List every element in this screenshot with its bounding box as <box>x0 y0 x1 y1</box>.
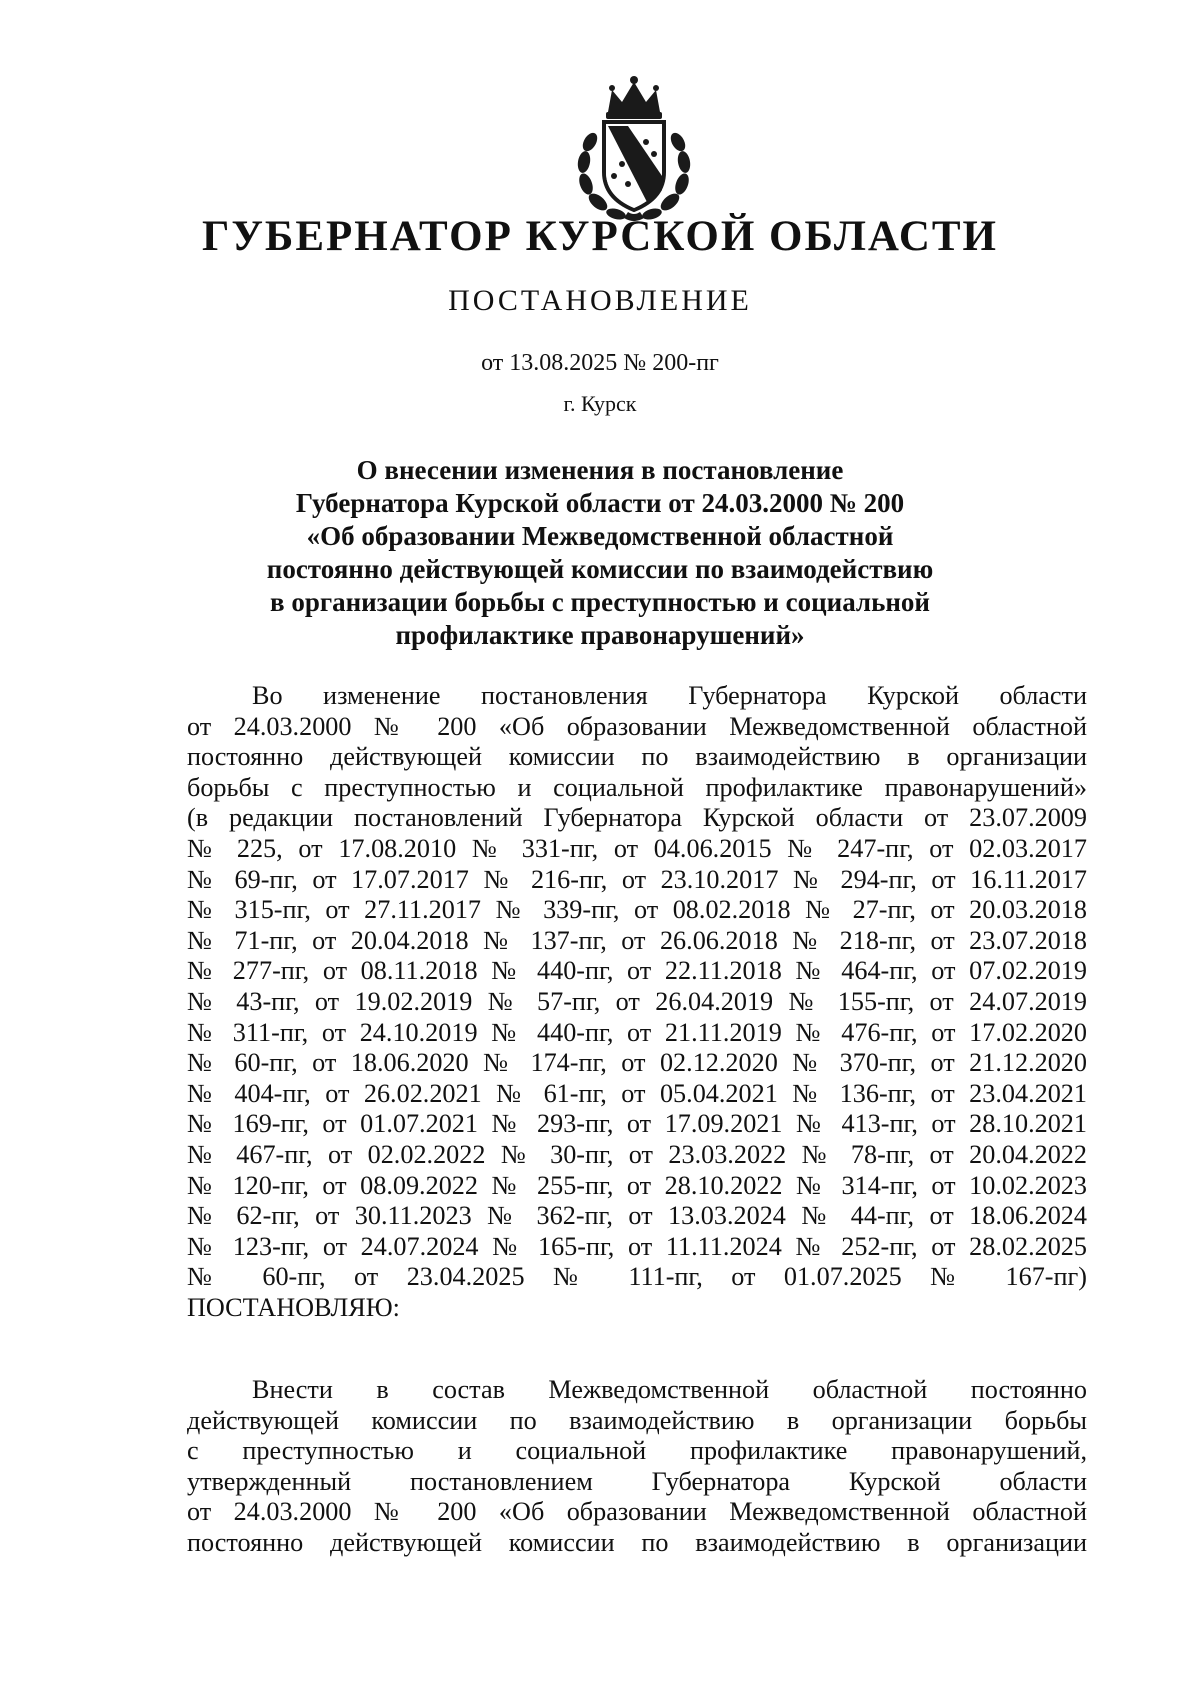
body-line: Во изменение постановления Губернатора Курской области <box>252 681 1087 710</box>
body-line: Внести в состав Межведомственной областной постоянно <box>252 1375 1087 1404</box>
coat-of-arms-icon <box>568 72 700 224</box>
body-line: действующей комиссии по взаимодействию в организации борьбы <box>187 1405 1087 1435</box>
organization-name: ГУБЕРНАТОР КУРСКОЙ ОБЛАСТИ <box>202 213 998 260</box>
title-line: в организации борьбы с преступностью и социальной <box>270 587 930 617</box>
body-line: от 24.03.2000 № 200 «Об образовании Межведомственной областной <box>187 711 1087 741</box>
body-line: ПОСТАНОВЛЯЮ: <box>187 1292 400 1322</box>
body-line: № 69-пг, от 17.07.2017 № 216-пг, от 23.10.2017 № 294-пг, от 16.11.2017 <box>187 864 1087 894</box>
body-line: утвержденный постановлением Губернатора Курской области <box>187 1466 1087 1496</box>
body-line: № 60-пг, от 23.04.2025 № 111-пг, от 01.07.2025 № 167-пг) <box>187 1262 1087 1292</box>
body-line: с преступностью и социальной профилактике правонарушений, <box>187 1436 1087 1466</box>
body-line: № 71-пг, от 20.04.2018 № 137-пг, от 26.06.2018 № 218-пг, от 23.07.2018 <box>187 925 1087 955</box>
title-line: О внесении изменения в постановление <box>356 455 844 485</box>
body-line: постоянно действующей комиссии по взаимодействию в организации <box>187 1527 1087 1557</box>
body-line: от 24.03.2000 № 200 «Об образовании Межведомственной областной <box>187 1497 1087 1527</box>
document-city: г. Курск <box>563 391 637 416</box>
title-line: постоянно действующей комиссии по взаимодействию <box>266 554 934 584</box>
title-line: Губернатора Курской области от 24.03.2000 № 200 <box>295 488 905 518</box>
body-line: № 169-пг, от 01.07.2021 № 293-пг, от 17.09.2021 № 413-пг, от 28.10.2021 <box>187 1109 1087 1139</box>
title-line: «Об образовании Межведомственной областной <box>306 521 894 551</box>
body-line: № 277-пг, от 08.11.2018 № 440-пг, от 22.11.2018 № 464-пг, от 07.02.2019 <box>187 956 1087 986</box>
body-line: № 311-пг, от 24.10.2019 № 440-пг, от 21.11.2019 № 476-пг, от 17.02.2020 <box>187 1017 1087 1047</box>
body-line: № 123-пг, от 24.07.2024 № 165-пг, от 11.11.2024 № 252-пг, от 28.02.2025 <box>187 1231 1087 1261</box>
body-line: № 43-пг, от 19.02.2019 № 57-пг, от 26.04.2019 № 155-пг, от 24.07.2019 <box>187 986 1087 1016</box>
title-line: профилактике правонарушений» <box>395 620 805 650</box>
body-line: № 62-пг, от 30.11.2023 № 362-пг, от 13.03.2024 № 44-пг, от 18.06.2024 <box>187 1201 1087 1231</box>
body-line: № 60-пг, от 18.06.2020 № 174-пг, от 02.12.2020 № 370-пг, от 21.12.2020 <box>187 1048 1087 1078</box>
body-line: № 315-пг, от 27.11.2017 № 339-пг, от 08.02.2018 № 27-пг, от 20.03.2018 <box>187 895 1087 925</box>
body-line: № 225, от 17.08.2010 № 331-пг, от 04.06.2015 № 247-пг, от 02.03.2017 <box>187 833 1087 863</box>
document-title <box>0 454 1200 652</box>
body-line: постоянно действующей комиссии по взаимодействию в организации <box>187 742 1087 772</box>
document-type: ПОСТАНОВЛЕНИЕ <box>448 284 752 317</box>
body-line: борьбы с преступностью и социальной профилактике правонарушений» <box>187 772 1087 802</box>
body-paragraph-2 <box>187 1375 1087 1559</box>
body-line: № 467-пг, от 02.02.2022 № 30-пг, от 23.03.2022 № 78-пг, от 20.04.2022 <box>187 1139 1087 1169</box>
body-line: № 120-пг, от 08.09.2022 № 255-пг, от 28.10.2022 № 314-пг, от 10.02.2023 <box>187 1170 1087 1200</box>
body-line: № 404-пг, от 26.02.2021 № 61-пг, от 05.04.2021 № 136-пг, от 23.04.2021 <box>187 1078 1087 1108</box>
body-line: (в редакции постановлений Губернатора Курской области от 23.07.2009 <box>187 803 1087 833</box>
body-paragraph-1 <box>187 681 1087 1323</box>
document-number: от 13.08.2025 № 200-пг <box>481 350 719 376</box>
